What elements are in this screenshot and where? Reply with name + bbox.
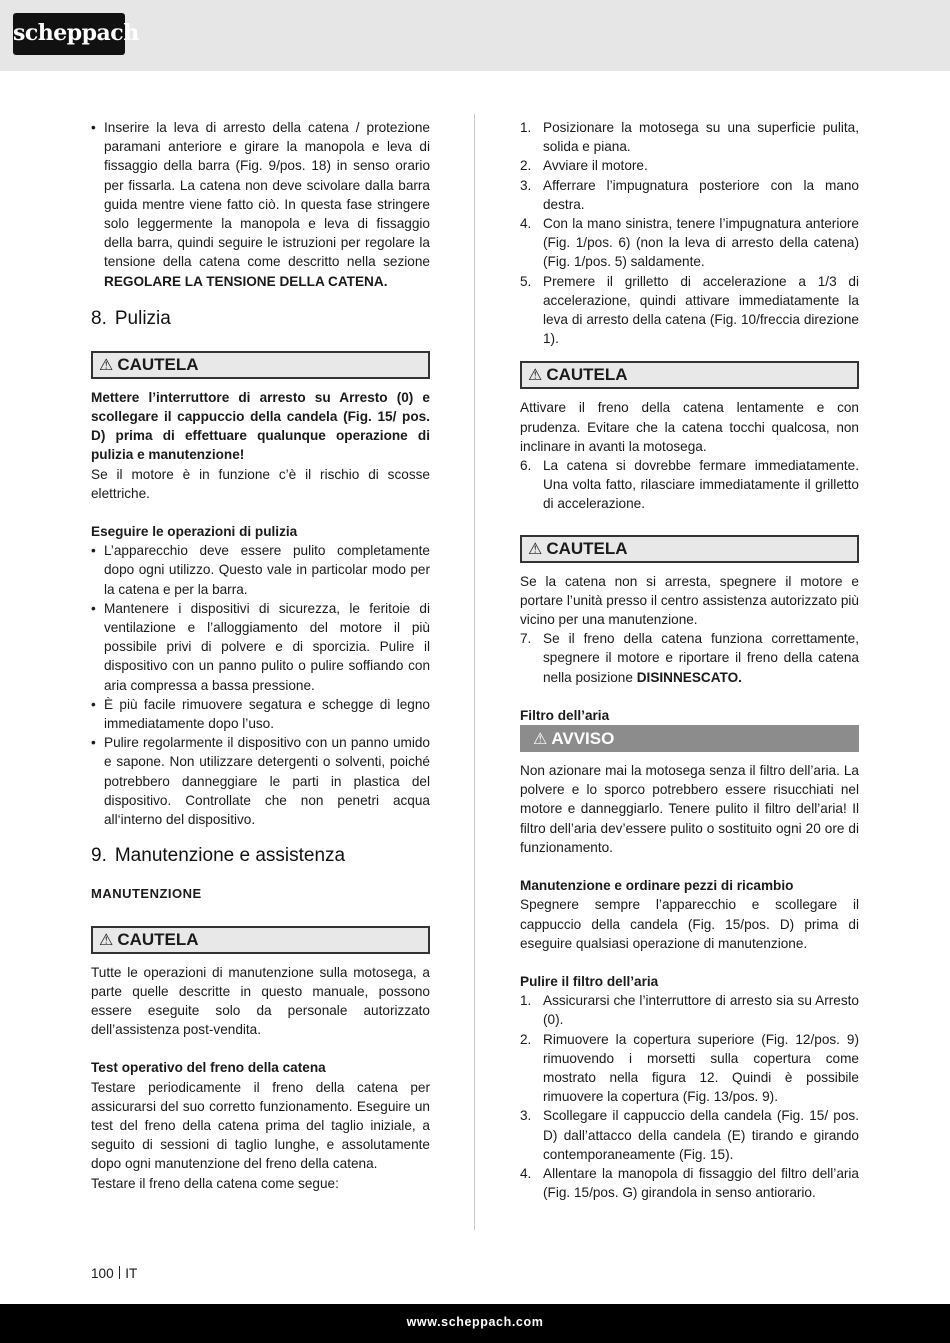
list-item: 6. La catena si dovrebbe fermare immediatamente. Una volta fatto, rilasciare immediatamente il grilletto di accelerazione. (520, 458, 859, 512)
notice-box-air-filter: ⚠ AVVISO (520, 725, 859, 752)
list-item: • L’apparecchio deve essere pulito completamente dopo ogni utilizzo. Questo vale in particolar modo per la catena e per la barra. (91, 541, 430, 599)
list-item: 1. Posizionare la motosega su una superficie pulita, solida e piana. (520, 120, 859, 155)
brake-steps-list (520, 118, 859, 348)
list-item: • È più facile rimuovere segatura e schegge di legno immediatamente dopo l’uso. (91, 695, 430, 733)
caution-cleaning-bold: Mettere l’interruttore di arresto su Arresto (0) e scollegare il cappuccio della candela (Fig. 15/ pos. D) prima di effettuare qualunque operazione di pulizia e manutenzione! (91, 389, 430, 463)
warning-icon: ⚠ (533, 731, 548, 749)
warning-icon: ⚠ (528, 367, 543, 385)
clean-filter-heading: Pulire il filtro dell’aria (520, 973, 659, 989)
column-divider (474, 114, 475, 1230)
list-item: 5. Premere il grilletto di accelerazione a 1/3 di accelerazione, quindi attivare immediatamente la leva di arresto della catena (Fig. 10/freccia direzione 1). (520, 273, 859, 347)
list-item: • Mantenere i dispositivi di sicurezza, le feritoie di ventilazione e l’alloggiamento del motore il più possibile privi di polvere e di sporcizia. Pulire il dispositivo con un panno pulito o pulire soffiando con aria compressa a bassa pressione. (91, 599, 430, 695)
warning-icon: ⚠ (99, 356, 114, 374)
brake-test-text: Testare periodicamente il freno della catena per assicurarsi del suo corretto funzionamento. Eseguire un test del freno della catena prima del taglio iniziale, a seguito di sessioni di taglio lunghe, e assolutamente dopo ogni manutenzione del freno della catena. (91, 1079, 430, 1172)
list-item: 4. Con la mano sinistra, tenere l’impugnatura anteriore (Fig. 1/pos. 6) (non la leva di arresto della catena) (Fig. 1/pos. 5) saldamente. (520, 216, 859, 270)
brake-test-text-2: Testare il freno della catena come segue: (91, 1175, 339, 1191)
cleaning-heading: Eseguire le operazioni di pulizia (91, 524, 298, 540)
caution-box-maintenance: ⚠ CAUTELA (91, 926, 430, 954)
spare-parts-heading: Manutenzione e ordinare pezzi di ricambio (520, 878, 794, 894)
spare-parts-text: Spegnere sempre l’apparecchio e scollegare il cappuccio della candela (Fig. 15/pos. D) prima di eseguire qualsiasi operazione di manutenzione. (520, 897, 859, 951)
left-column (91, 118, 430, 1193)
list-item: 7. Se il freno della catena funziona correttamente, spegnere il motore e riportare il freno della catena nella posizione DISINNESCATO. (520, 631, 859, 685)
cleaning-list (91, 541, 430, 829)
brake-step-6 (520, 456, 859, 514)
list-item: 3. Afferrare l’impugnatura posteriore con la mano destra. (520, 177, 859, 212)
caution-cleaning-text: Se il motore è in funzione c’è il rischio di scosse elettriche. (91, 466, 430, 501)
section-9-title: 9. Manutenzione e assistenza (91, 845, 346, 867)
caution-maintenance-text: Tutte le operazioni di manutenzione sulla motosega, a parte quelle descritte in questo manuale, possono essere eseguite solo da personale autorizzato dell’assistenza post-vendita. (91, 964, 430, 1038)
list-item: 1. Assicurarsi che l’interruttore di arresto sia su Arresto (0). (520, 993, 859, 1028)
air-filter-heading: Filtro dell’aria (520, 707, 610, 723)
page-number: 100 IT (91, 1266, 138, 1281)
footer-bar (0, 1304, 950, 1343)
warning-icon: ⚠ (99, 931, 114, 949)
list-item: 2. Avviare il motore. (520, 158, 648, 174)
caution-brake-text: Attivare il freno della catena lentamente e con prudenza. Evitare che la catena tocchi qualcosa, non inclinare in avanti la motosega. (520, 400, 859, 454)
list-item: • Pulire regolarmente il dispositivo con un panno umido e sapone. Non utilizzare detergenti o solventi, poiché potrebbero danneggiare le parti in plastica del dispositivo. Controllate che non penetri acqua all‘interno del dispositivo. (91, 733, 430, 829)
list-item: 2. Rimuovere la copertura superiore (Fig. 12/pos. 9) rimuovendo i morsetti sulla copertura come mostrato nella figura 12. Quindi è possibile rimuovere la copertura (Fig. 13/pos. 9). (520, 1031, 859, 1105)
caution-box-not-stopping: ⚠ CAUTELA (520, 535, 859, 563)
list-item: 4. Allentare la manopola di fissaggio del filtro dell’aria (Fig. 15/pos. G) girandola in senso antiorario. (520, 1165, 859, 1201)
brake-test-heading: Test operativo del freno della catena (91, 1060, 326, 1076)
brand-logo: scheppach (13, 13, 125, 55)
intro-bullet: • Inserire la leva di arresto della catena / protezione paramani anteriore e girare la manopola e leva di fissaggio della barra (Fig. 9/pos. 18) in senso orario per fissarla. La catena non deve scivolare dalla barra guida mentre viene fatto ciò. In questa fase stringere solo leggermente la manopola e leva di fissaggio della barra, quindi seguire le istruzioni per regolare la tensione della catena come descritto nella sezione REGOLARE LA TENSIONE DELLA CATENA. (91, 118, 430, 291)
caution-box-brake: ⚠ CAUTELA (520, 361, 859, 389)
caution-box-cleaning: ⚠ CAUTELA (91, 351, 430, 379)
list-item: 3. Scollegare il cappuccio della candela (Fig. 15/ pos. D) dall’attacco della candela (E) tirando e girando contemporaneamente (Fig. 15). (520, 1108, 859, 1162)
right-column (520, 118, 859, 1202)
section-8-title: 8. Pulizia (91, 307, 171, 329)
caution-not-stopping-text: Se la catena non si arresta, spegnere il motore e portare l’unità presso il centro assistenza autorizzato più vicino per una manutenzione. (520, 573, 859, 628)
maintenance-label: MANUTENZIONE (91, 886, 202, 902)
warning-icon: ⚠ (528, 540, 543, 558)
header-bar (0, 0, 950, 71)
website-link[interactable]: www.scheppach.com (406, 1315, 544, 1329)
page-number-separator (119, 1266, 121, 1279)
brake-step-7 (520, 629, 859, 687)
intro-bullet-list (91, 118, 430, 291)
clean-filter-steps (520, 991, 859, 1202)
notice-air-filter-text: Non azionare mai la motosega senza il filtro dell’aria. La polvere e lo sporco potrebbero essere risucchiati nel motore e danneggiarlo. Tenere pulito il filtro dell’aria! Il filtro dell’aria dev’essere pulito o sostituito ogni 20 ore di funzionamento. (520, 763, 859, 855)
